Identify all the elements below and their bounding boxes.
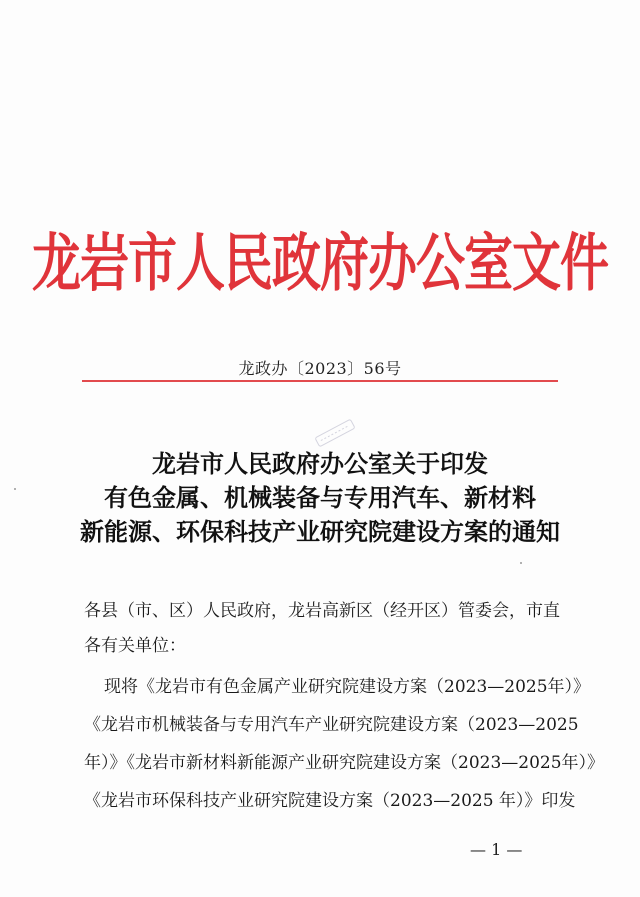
scan-speck [14,488,16,490]
masthead-title: 龙岩市人民政府办公室文件 [31,225,608,300]
title-line-3: 新能源、环保科技产业研究院建设方案的通知 [80,517,560,546]
body-line-1: 现将《龙岩市有色金属产业研究院建设方案（2023—2025年）》 [104,677,591,697]
body-line-2: 《龙岩市机械装备与专用汽车产业研究院建设方案（2023—2025 [84,715,579,735]
body-line-4: 《龙岩市环保科技产业研究院建设方案（2023—2025 年）》印发 [84,791,576,811]
title-line-1: 龙岩市人民政府办公室关于印发 [152,449,488,478]
addressee-line-2: 各有关单位： [84,636,186,656]
addressee-line-1: 各县（市、区）人民政府，龙岩高新区（经开区）管委会，市直 [84,601,560,621]
title-line-2: 有色金属、机械装备与专用汽车、新材料 [104,483,536,512]
addressee-block [84,594,564,664]
body-paragraph [84,668,605,820]
watermark-stamp-icon [313,417,357,449]
document-number: 龙政办〔2023〕56号 [238,359,402,378]
page-number: — 1 — [470,840,523,859]
scan-speck [520,562,522,564]
body-line-3: 年）》《龙岩市新材料新能源产业研究院建设方案（2023—2025年）》 [84,753,605,773]
red-separator-line [82,380,558,382]
document-title [0,447,640,549]
